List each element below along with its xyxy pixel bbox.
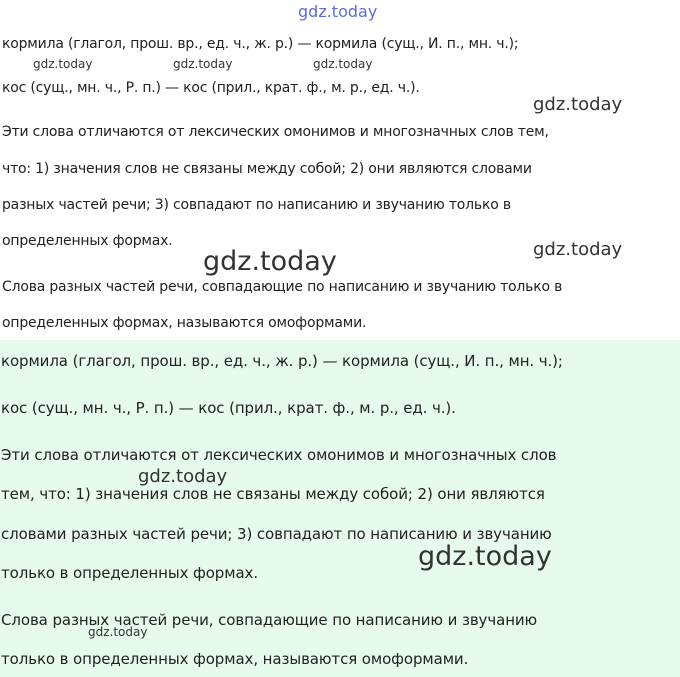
- watermark: gdz.today: [33, 57, 93, 71]
- watermark: gdz.today: [533, 239, 623, 260]
- header-watermark: gdz.today: [298, 2, 378, 21]
- watermark: gdz.today: [418, 541, 552, 572]
- text-line: только в определенных формах.: [1, 564, 258, 582]
- text-line: кос (сущ., мн. ч., Р. п.) — кос (прил., крат. ф., м. р., ед. ч.).: [2, 80, 420, 96]
- watermark: gdz.today: [313, 57, 373, 71]
- text-line: Эти слова отличаются от лексических омонимов и многозначных слов тем,: [2, 124, 549, 140]
- watermark: gdz.today: [138, 466, 228, 487]
- watermark: gdz.today: [533, 94, 623, 115]
- text-line: только в определенных формах, называются омоформами.: [1, 650, 469, 668]
- text-line: кормила (глагол, прош. вр., ед. ч., ж. р.) — кормила (сущ., И. п., мн. ч.);: [1, 352, 563, 370]
- text-line: определенных формах, называются омоформами.: [2, 315, 367, 331]
- watermark: gdz.today: [173, 57, 233, 71]
- text-line: Слова разных частей речи, совпадающие по написанию и звучанию: [1, 611, 538, 629]
- text-line: разных частей речи; 3) совпадают по написанию и звучанию только в: [2, 197, 511, 213]
- text-line: кормила (глагол, прош. вр., ед. ч., ж. р.) — кормила (сущ., И. п., мн. ч.);: [2, 36, 519, 52]
- text-line: тем, что: 1) значения слов не связаны между собой; 2) они являются: [1, 485, 545, 503]
- text-line: определенных формах.: [2, 233, 173, 249]
- text-line: Слова разных частей речи, совпадающие по написанию и звучанию только в: [2, 279, 563, 295]
- text-line: словами разных частей речи; 3) совпадают по написанию и звучанию: [1, 525, 552, 543]
- text-line: что: 1) значения слов не связаны между собой; 2) они являются словами: [2, 161, 532, 177]
- watermark: gdz.today: [88, 625, 148, 639]
- text-line: кос (сущ., мн. ч., Р. п.) — кос (прил., крат. ф., м. р., ед. ч.).: [1, 399, 456, 417]
- watermark: gdz.today: [203, 246, 337, 277]
- text-line: Эти слова отличаются от лексических омонимов и многозначных слов: [1, 446, 557, 464]
